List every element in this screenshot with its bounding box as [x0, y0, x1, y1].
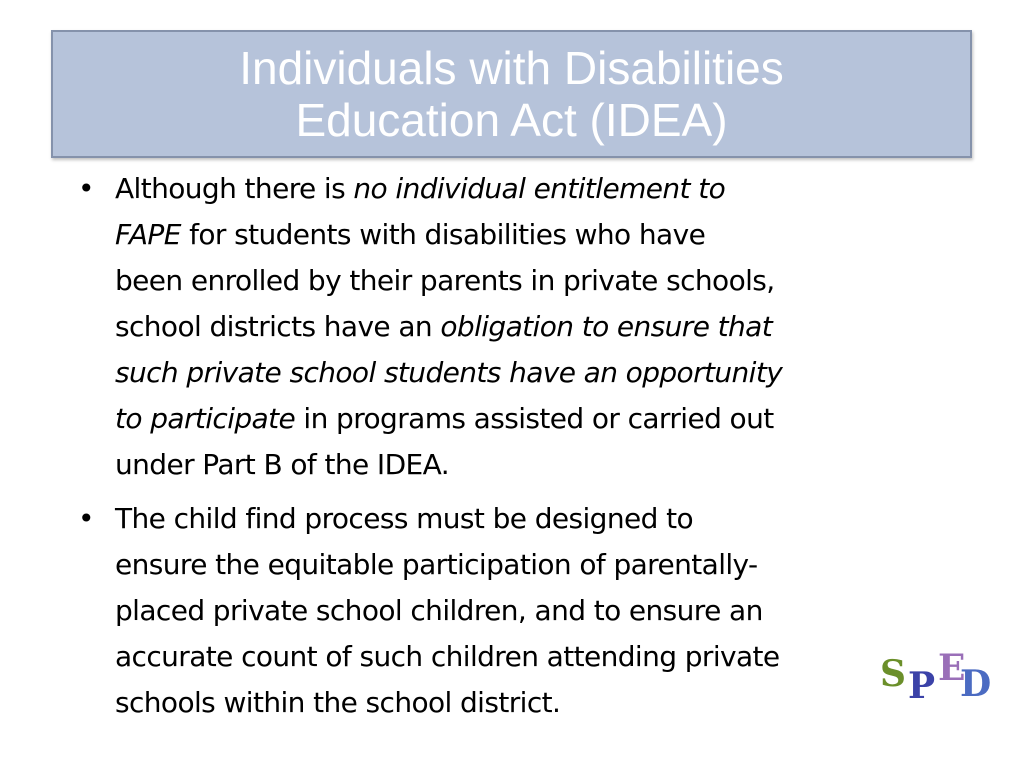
bullet-marker: • — [78, 502, 94, 535]
body-text: schools within the school district. — [115, 686, 561, 719]
body-text: Although there is — [115, 172, 354, 205]
bullet-text-line — [115, 304, 978, 350]
bullet-item — [78, 166, 978, 488]
sped-logo — [880, 647, 996, 710]
bullet-text-line — [115, 634, 978, 680]
body-text: accurate count of such children attending private — [115, 640, 780, 673]
bullet-text-line — [115, 442, 978, 488]
bullet-text-line — [115, 542, 978, 588]
body-text: school districts have an — [115, 310, 441, 343]
logo-letter-p: P — [908, 665, 936, 707]
emphasized-text: obligation to ensure that — [440, 310, 773, 343]
body-text: been enrolled by their parents in private schools, — [115, 264, 775, 297]
emphasized-text: to participate — [115, 402, 296, 435]
bullet-item — [78, 496, 978, 726]
emphasized-text: FAPE — [115, 218, 181, 251]
body-text: placed private school children, and to ensure an — [115, 594, 763, 627]
body-text: The child find process must be designed to — [115, 502, 693, 535]
bullet-text-line — [115, 396, 978, 442]
bullet-text-line — [115, 350, 978, 396]
bullet-text-line — [115, 212, 978, 258]
bullet-text-line — [115, 588, 978, 634]
bullet-text-line — [115, 258, 978, 304]
logo-letter-e: E — [938, 647, 966, 689]
logo-letter-d: D — [960, 663, 992, 705]
body-text: under Part B of the IDEA. — [115, 448, 450, 481]
emphasized-text: no individual entitlement to — [353, 172, 726, 205]
body-text: in programs assisted or carried out — [295, 402, 774, 435]
slide-title-line-2: Education Act (IDEA) — [295, 94, 728, 146]
body-text: for students with disabilities who have — [180, 218, 706, 251]
bullet-text-line — [115, 496, 978, 542]
body-text: ensure the equitable participation of parentally- — [115, 548, 758, 581]
slide-title-line-1: Individuals with Disabilities — [239, 42, 784, 94]
slide-title-box — [51, 30, 972, 158]
bullet-text-line — [115, 680, 978, 726]
slide-body — [78, 166, 978, 734]
bullet-text-line — [115, 166, 978, 212]
logo-letter-s: S — [880, 653, 906, 695]
emphasized-text: such private school students have an opportunity — [115, 356, 783, 389]
bullet-marker: • — [78, 172, 94, 205]
